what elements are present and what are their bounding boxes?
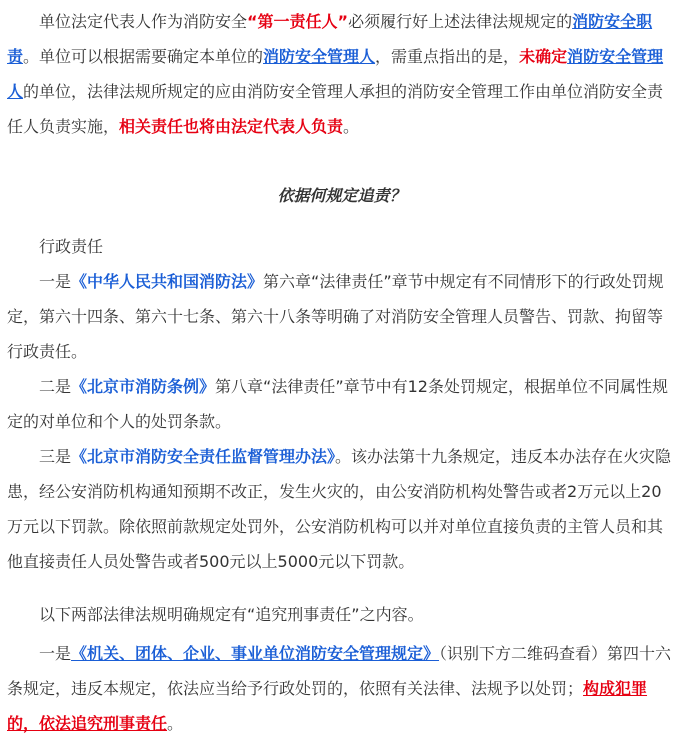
text: 单位法定代表人作为消防安全	[39, 12, 248, 31]
text: 。单位可以根据需要确定本单位的	[23, 47, 264, 66]
item-management-provisions	[7, 636, 676, 741]
link-management-provisions[interactable]: 《机关、团体、企业、事业单位消防安全管理规定》	[71, 644, 440, 663]
text: 。	[167, 714, 184, 733]
highlight-first-responsible: “第一责任人”	[247, 12, 349, 31]
link-fire-safety-manager-2[interactable]: 消防安全管理人	[7, 47, 664, 101]
item-fire-law	[7, 264, 676, 369]
section-heading: 依据何规定追责？	[277, 186, 406, 205]
text: 必须履行好上述法律法规规定的	[348, 12, 573, 31]
item-beijing-regulation	[7, 369, 676, 439]
text: 的单位，法律法规所规定的应由消防安全管理人承担的消防安全管理工作由单位消防安全责任人负责实施，	[7, 82, 664, 136]
link-fire-safety-manager[interactable]: 消防安全管理人	[263, 47, 376, 66]
paragraph-responsibility	[7, 4, 676, 144]
text: 一是	[39, 644, 72, 663]
link-fire-safety-duty[interactable]: 消防安全职责	[7, 12, 653, 66]
text: 第八章“法律责任”章节中有12条处罚规定，根据单位不同属性规定的对单位和个人的处罚条款。	[7, 377, 668, 431]
highlight-not-determined: 未确定	[519, 47, 568, 66]
law-title-beijing-measures: 《北京市消防安全责任监督管理办法》	[71, 447, 336, 466]
text: 二是	[39, 377, 72, 396]
text: ，需重点指出的是，	[375, 47, 520, 66]
text: 三是	[39, 447, 72, 466]
criminal-liability-intro: 以下两部法律法规明确规定有“追究刑事责任”之内容。	[39, 605, 424, 624]
item-beijing-measures	[7, 439, 676, 579]
text: 第六章“法律责任”章节中规定有不同情形下的行政处罚规定，第六十四条、第六十七条、第六十八条等明确了对消防安全管理人员警告、罚款、拘留等行政责任。	[7, 272, 664, 361]
highlight-legal-rep-responsible: 相关责任也将由法定代表人负责	[119, 117, 344, 136]
text: 一是	[39, 272, 72, 291]
text: （识别下方二维码查看）第四十六条规定，违反本规定，依法应当给予行政处罚的，依照有关法律、法规予以处罚；	[7, 644, 672, 698]
admin-liability-label: 行政责任	[39, 237, 104, 256]
highlight-criminal-liability: 构成犯罪的，依法追究刑事责任	[7, 679, 648, 733]
law-title-fire-protection-law: 《中华人民共和国消防法》	[71, 272, 264, 291]
text: 。	[343, 117, 360, 136]
text: 。该办法第十九条规定，违反本办法存在火灾隐患，经公安消防机构通知预期不改正，发生火灾的，由公安消防机构处警告或者2万元以上20万元以下罚款。除依照前款规定处罚外，公安消防机构可以并对单位直接负责的主管人员和其他直接责任人员处警告或者500元以上5000元以下罚款。	[7, 447, 672, 571]
law-title-beijing-fire-regulation: 《北京市消防条例》	[71, 377, 216, 396]
